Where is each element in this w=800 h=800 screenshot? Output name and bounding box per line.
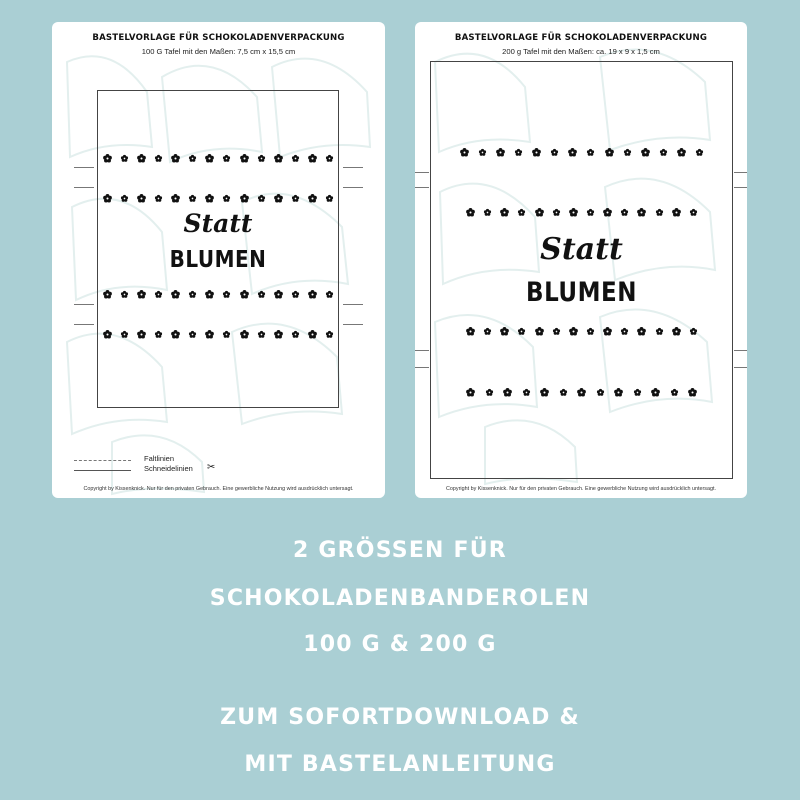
flower-icon	[568, 207, 579, 218]
flower-icon	[576, 387, 587, 398]
flower-icon	[671, 326, 682, 337]
flower-icon	[204, 153, 215, 164]
blumen-text: BLUMEN	[526, 278, 637, 308]
flower-icon	[204, 289, 215, 300]
flower-icon	[596, 388, 605, 397]
fold-mark	[343, 187, 363, 188]
flower-border	[102, 192, 334, 204]
flower-icon	[485, 388, 494, 397]
flower-icon	[568, 326, 579, 337]
flower-icon	[291, 194, 300, 203]
flower-icon	[136, 329, 147, 340]
flower-icon	[552, 208, 561, 217]
flower-icon	[120, 194, 129, 203]
fold-legend-label: Faltlinien	[144, 454, 175, 463]
flower-icon	[170, 193, 181, 204]
flower-border	[465, 206, 698, 218]
template-preview-200g	[415, 22, 747, 498]
flower-icon	[154, 330, 163, 339]
flower-icon	[239, 289, 250, 300]
flower-icon	[517, 208, 526, 217]
flower-icon	[465, 326, 476, 337]
flower-icon	[291, 330, 300, 339]
flower-icon	[239, 193, 250, 204]
flower-icon	[257, 290, 266, 299]
flower-icon	[222, 154, 231, 163]
fold-mark	[74, 324, 94, 325]
flower-icon	[222, 290, 231, 299]
headline-line-5: MIT BASTELANLEITUNG	[244, 752, 556, 777]
flower-icon	[204, 329, 215, 340]
flower-border	[465, 386, 698, 398]
flower-icon	[586, 327, 595, 336]
flower-icon	[154, 290, 163, 299]
flower-icon	[136, 153, 147, 164]
flower-icon	[170, 289, 181, 300]
template-subtitle: 100 G Tafel mit den Maßen: 7,5 cm x 15,5 cm	[141, 47, 296, 56]
flower-border	[102, 328, 334, 340]
cut-frame	[430, 61, 733, 479]
headline-line-4: ZUM SOFORTDOWNLOAD &	[220, 705, 580, 730]
flower-icon	[325, 154, 334, 163]
fold-mark	[415, 367, 429, 368]
flower-icon	[120, 290, 129, 299]
flower-icon	[154, 154, 163, 163]
flower-icon	[459, 147, 470, 158]
flower-icon	[170, 153, 181, 164]
fold-line-sample	[74, 460, 131, 461]
flower-icon	[465, 387, 476, 398]
flower-icon	[136, 193, 147, 204]
blumen-text: BLUMEN	[169, 245, 267, 273]
fold-mark	[734, 350, 747, 351]
flower-icon	[102, 193, 113, 204]
flower-icon	[291, 290, 300, 299]
flower-icon	[483, 208, 492, 217]
flower-icon	[559, 388, 568, 397]
flower-icon	[204, 193, 215, 204]
headline-line-1: 2 GRÖSSEN FÜR	[293, 538, 507, 563]
fold-mark	[74, 187, 94, 188]
flower-icon	[659, 148, 668, 157]
fold-mark	[74, 167, 94, 168]
flower-icon	[188, 154, 197, 163]
flower-icon	[273, 289, 284, 300]
copyright-note: Copyright by Kissenknick. Nur für den privaten Gebrauch. Eine gewerbliche Nutzung wird ausdrücklich untersagt.	[83, 486, 354, 492]
flower-icon	[534, 207, 545, 218]
flower-icon	[120, 154, 129, 163]
flower-icon	[291, 154, 300, 163]
cut-legend-label: Schneidelinien	[144, 464, 193, 473]
flower-icon	[514, 148, 523, 157]
flower-icon	[650, 387, 661, 398]
flower-icon	[640, 147, 651, 158]
flower-icon	[307, 193, 318, 204]
flower-icon	[495, 147, 506, 158]
flower-icon	[550, 148, 559, 157]
flower-icon	[552, 327, 561, 336]
fold-mark	[74, 304, 94, 305]
fold-mark	[415, 187, 429, 188]
flower-icon	[502, 387, 513, 398]
flower-border	[465, 325, 698, 337]
flower-icon	[102, 289, 113, 300]
flower-icon	[102, 329, 113, 340]
flower-icon	[539, 387, 550, 398]
flower-icon	[687, 387, 698, 398]
flower-icon	[307, 153, 318, 164]
flower-icon	[307, 329, 318, 340]
flower-icon	[273, 329, 284, 340]
flower-icon	[534, 326, 545, 337]
flower-icon	[586, 208, 595, 217]
copyright-note: Copyright by Kissenknick. Nur für den privaten Gebrauch. Eine gewerbliche Nutzung wird ausdrücklich untersagt.	[446, 486, 716, 492]
flower-icon	[325, 290, 334, 299]
fold-mark	[343, 304, 363, 305]
statt-text: Statt	[540, 232, 623, 267]
scissors-icon: ✂	[207, 462, 216, 473]
fold-mark	[343, 324, 363, 325]
fold-mark	[415, 172, 429, 173]
flower-icon	[655, 327, 664, 336]
flower-icon	[531, 147, 542, 158]
fold-mark	[734, 172, 747, 173]
template-title: BASTELVORLAGE FÜR SCHOKOLADENVERPACKUNG	[454, 33, 708, 43]
flower-icon	[307, 289, 318, 300]
flower-icon	[623, 148, 632, 157]
flower-icon	[517, 327, 526, 336]
flower-border	[102, 288, 334, 300]
flower-icon	[604, 147, 615, 158]
flower-icon	[154, 194, 163, 203]
template-title: BASTELVORLAGE FÜR SCHOKOLADENVERPACKUNG	[92, 33, 345, 43]
fold-mark	[343, 167, 363, 168]
flower-icon	[676, 147, 687, 158]
flower-icon	[483, 327, 492, 336]
flower-icon	[239, 153, 250, 164]
flower-icon	[325, 330, 334, 339]
flower-icon	[325, 194, 334, 203]
flower-icon	[465, 207, 476, 218]
flower-icon	[120, 330, 129, 339]
fold-mark	[734, 187, 747, 188]
flower-icon	[170, 329, 181, 340]
flower-icon	[257, 154, 266, 163]
flower-icon	[273, 193, 284, 204]
flower-icon	[188, 330, 197, 339]
flower-icon	[602, 207, 613, 218]
flower-border	[102, 152, 334, 164]
flower-icon	[102, 153, 113, 164]
template-subtitle: 200 g Tafel mit den Maßen: ca. 19 x 9 x 1,5 cm	[502, 47, 660, 56]
flower-icon	[613, 387, 624, 398]
flower-icon	[222, 330, 231, 339]
flower-icon	[620, 208, 629, 217]
flower-icon	[136, 289, 147, 300]
flower-icon	[499, 207, 510, 218]
template-preview-100g	[52, 22, 385, 498]
flower-icon	[689, 208, 698, 217]
flower-icon	[257, 194, 266, 203]
flower-icon	[670, 388, 679, 397]
fold-mark	[734, 367, 747, 368]
flower-icon	[188, 290, 197, 299]
flower-icon	[671, 207, 682, 218]
flower-icon	[636, 326, 647, 337]
flower-border	[459, 146, 704, 158]
flower-icon	[636, 207, 647, 218]
flower-icon	[188, 194, 197, 203]
flower-icon	[478, 148, 487, 157]
flower-icon	[522, 388, 531, 397]
fold-mark	[415, 350, 429, 351]
flower-icon	[620, 327, 629, 336]
flower-icon	[586, 148, 595, 157]
flower-icon	[689, 327, 698, 336]
flower-icon	[499, 326, 510, 337]
flower-icon	[633, 388, 642, 397]
flower-icon	[222, 194, 231, 203]
flower-icon	[257, 330, 266, 339]
statt-text: Statt	[183, 209, 253, 238]
flower-icon	[602, 326, 613, 337]
flower-icon	[239, 329, 250, 340]
flower-icon	[655, 208, 664, 217]
headline-line-2: SCHOKOLADENBANDEROLEN	[209, 586, 591, 611]
cut-line-sample	[74, 470, 131, 471]
flower-icon	[567, 147, 578, 158]
flower-icon	[273, 153, 284, 164]
flower-icon	[695, 148, 704, 157]
headline-line-3: 100 G & 200 G	[303, 632, 497, 657]
